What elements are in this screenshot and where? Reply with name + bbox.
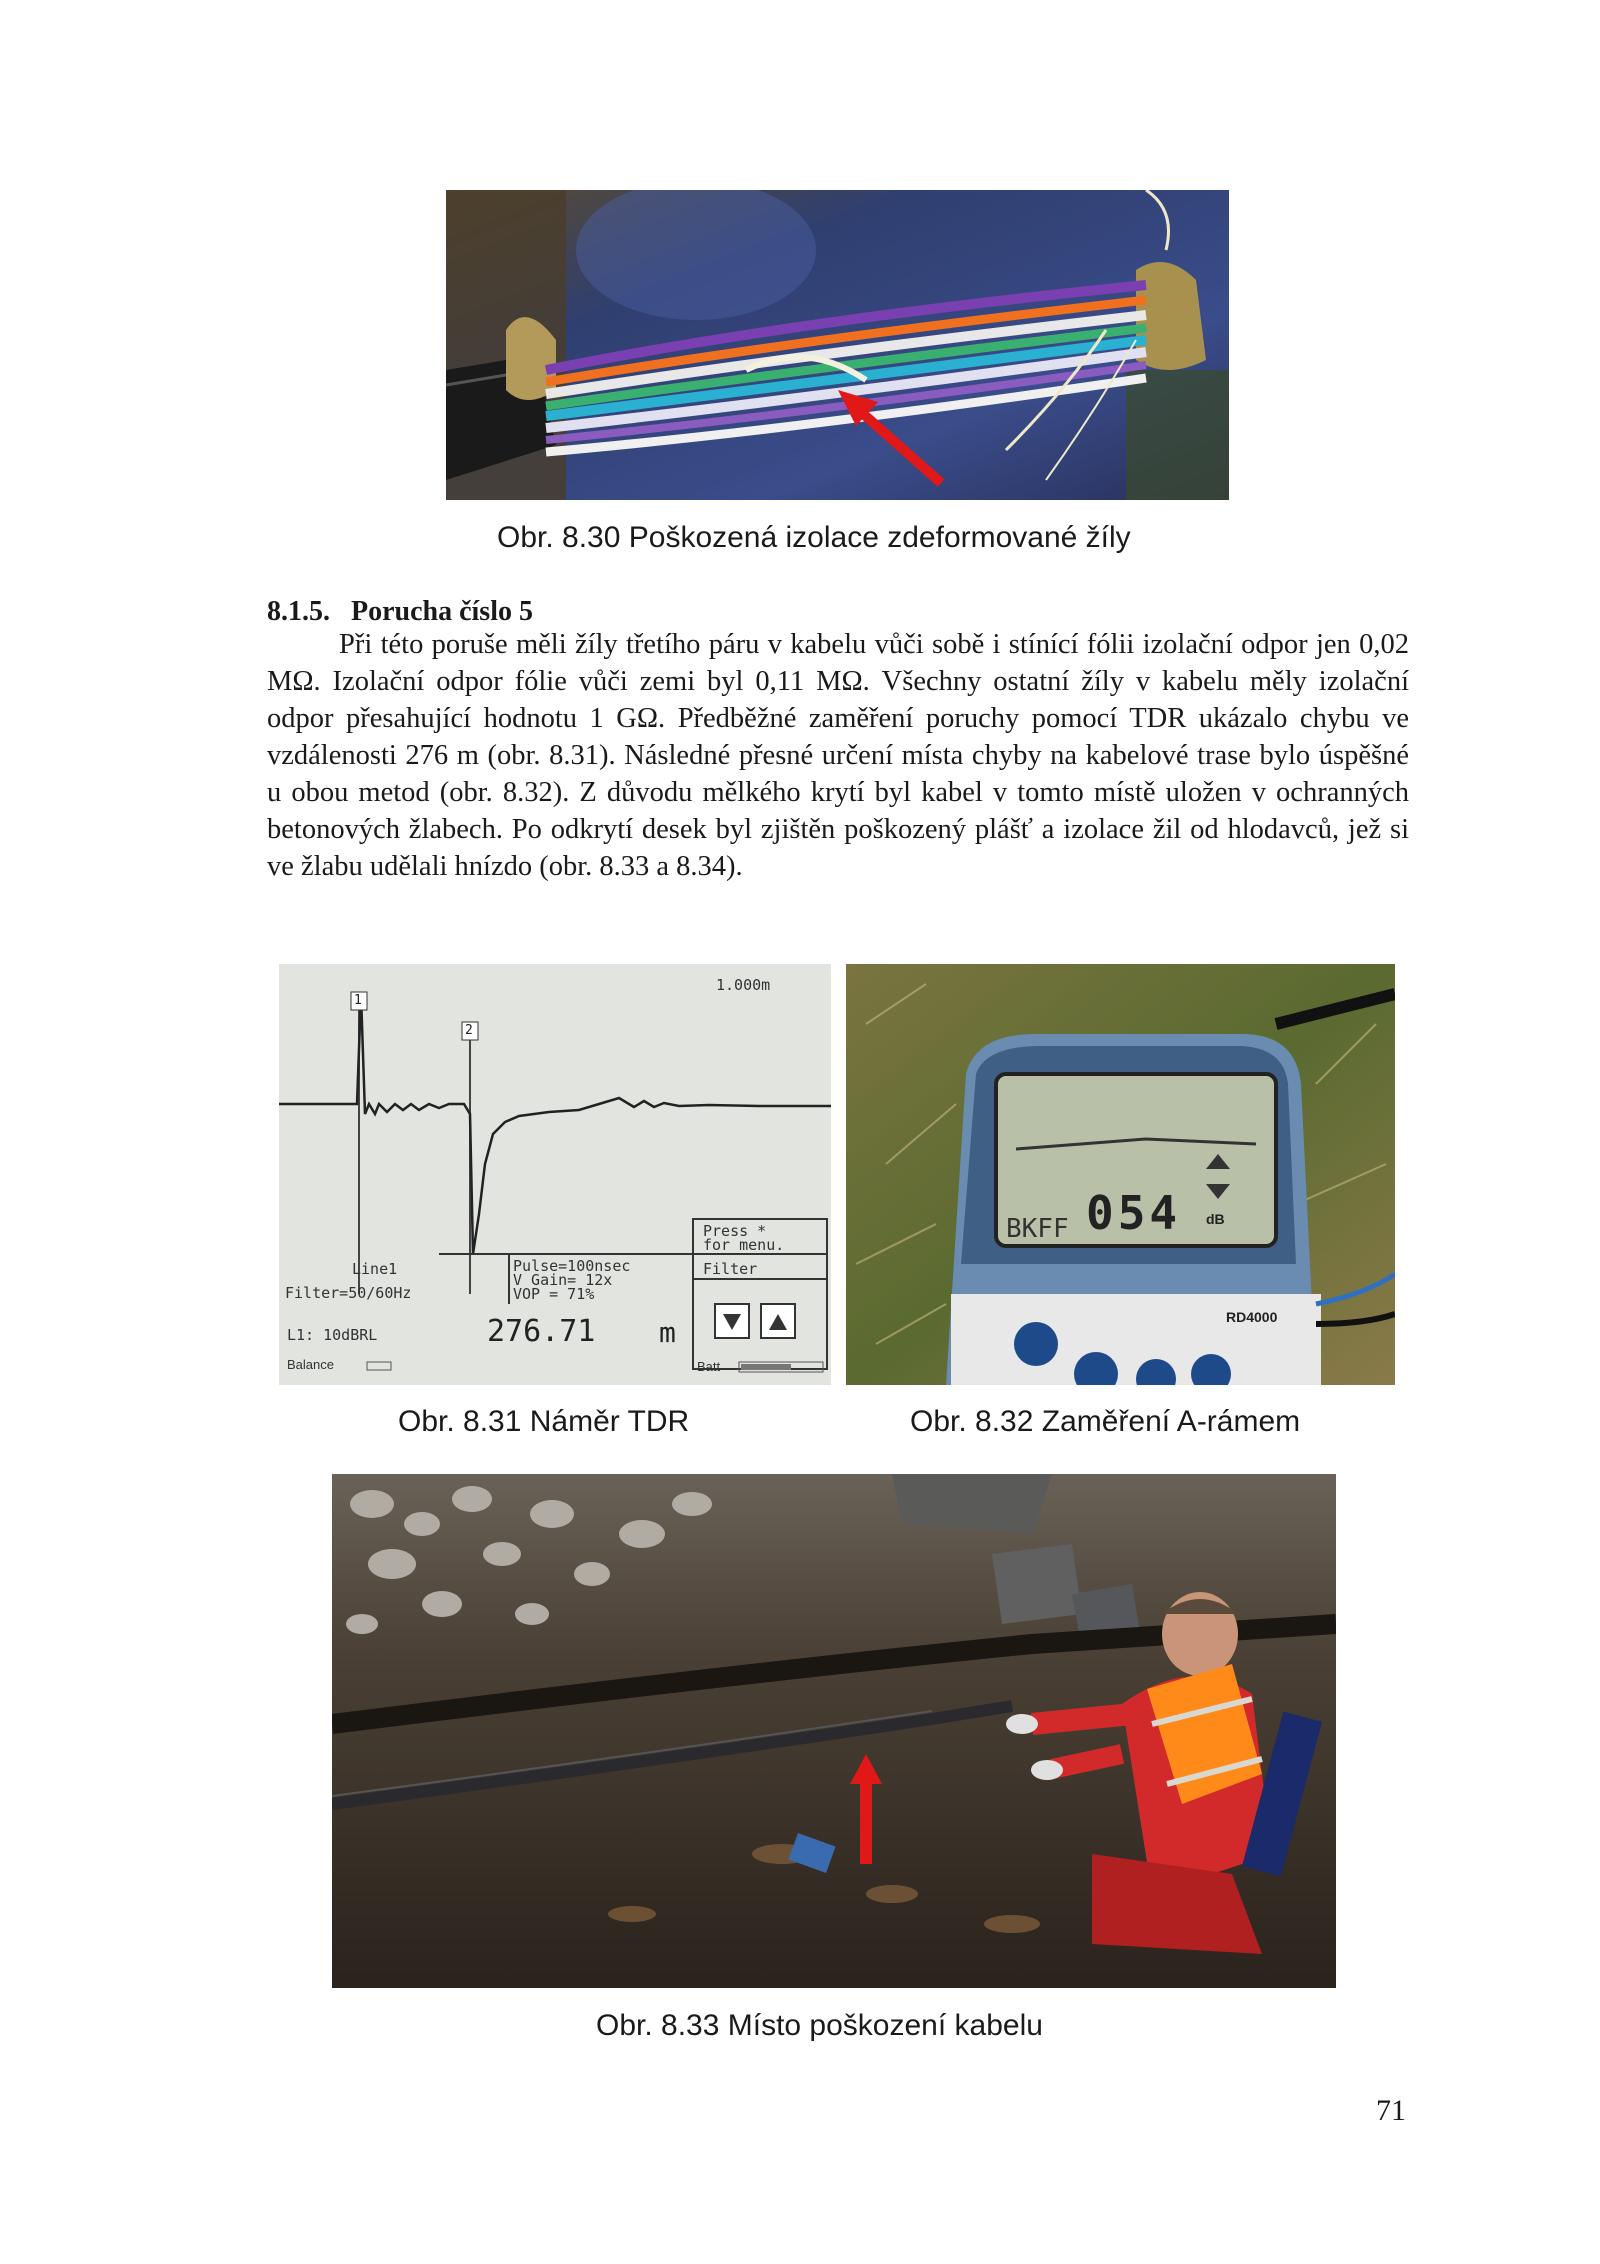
figure-8-31-caption: Obr. 8.31 Náměr TDR xyxy=(398,1405,690,1438)
tdr-vop: VOP = 71% xyxy=(513,1285,595,1303)
locator-reading: 054 xyxy=(1086,1186,1182,1240)
tdr-scale: 1.000m xyxy=(716,976,771,994)
figure-8-31-tdr-screen xyxy=(279,964,831,1385)
figure-8-33-photo xyxy=(332,1474,1336,1988)
section-number: 8.1.5. xyxy=(267,596,330,627)
figure-8-32-caption: Obr. 8.32 Zaměření A-rámem xyxy=(910,1405,1301,1438)
tdr-batt: Batt xyxy=(697,1359,721,1374)
figure-8-32-locator-photo xyxy=(846,964,1395,1385)
tdr-distance-unit: m xyxy=(659,1316,676,1349)
section-paragraph: Při této poruše měli žíly třetího páru v kabelu vůči sobě i stínící fólii izolační odpor jen 0,02 MΩ. Izolační odpor fólie vůči zemi byl 0,11 MΩ. Všechny ostatní žíly v kabelu měly izolační odpor přesahující hodnotu 1 GΩ. Předběžné zaměření poruchy pomocí TDR ukázalo chybu ve vzdálenosti 276 m (obr. 8.31). Následné přesné určení místa chyby na kabelové trase bylo úspěšné u obou metod (obr. 8.32). Z důvodu mělkého krytí byl kabel v tomto místě uložen v ochranných betonových žlabech. Po odkrytí desek byl zjištěn poškozený plášť a izolace žil od hlodavců, jež si ve žlabu udělali hnízdo (obr. 8.33 a 8.34). xyxy=(267,629,1409,882)
tdr-balance: Balance xyxy=(287,1357,334,1372)
locator-unit: dB xyxy=(1206,1211,1225,1227)
tdr-distance-value: 276.71 xyxy=(487,1314,596,1349)
tdr-line: Line1 xyxy=(352,1260,398,1278)
tdr-filter-menu-label: Filter xyxy=(703,1260,758,1278)
figure-8-30-photo xyxy=(446,190,1229,500)
section-title: Porucha číslo 5 xyxy=(351,596,533,627)
figure-8-30-caption: Obr. 8.30 Poškozená izolace zdeformované žíly xyxy=(497,521,1131,554)
tdr-cursor-1-label: 1 xyxy=(354,993,362,1008)
tdr-gain: V Gain= 12x xyxy=(513,1271,613,1289)
tdr-pulse: Pulse=100nsec xyxy=(513,1257,631,1275)
tdr-l1: L1: 10dBRL xyxy=(287,1326,378,1344)
tdr-filter-setting: Filter=50/60Hz xyxy=(285,1284,412,1302)
figure-8-33-caption: Obr. 8.33 Místo poškození kabelu xyxy=(596,2009,1043,2042)
page-number: 71 xyxy=(1376,2094,1406,2127)
section-heading xyxy=(267,596,533,628)
tdr-for-menu: for menu. xyxy=(703,1236,785,1254)
tdr-cursor-2-label: 2 xyxy=(465,1023,473,1038)
tdr-press: Press * xyxy=(703,1222,767,1240)
locator-brand: RD4000 xyxy=(1226,1309,1278,1325)
locator-mode: BKFF xyxy=(1006,1214,1069,1244)
section-body xyxy=(267,626,1409,885)
